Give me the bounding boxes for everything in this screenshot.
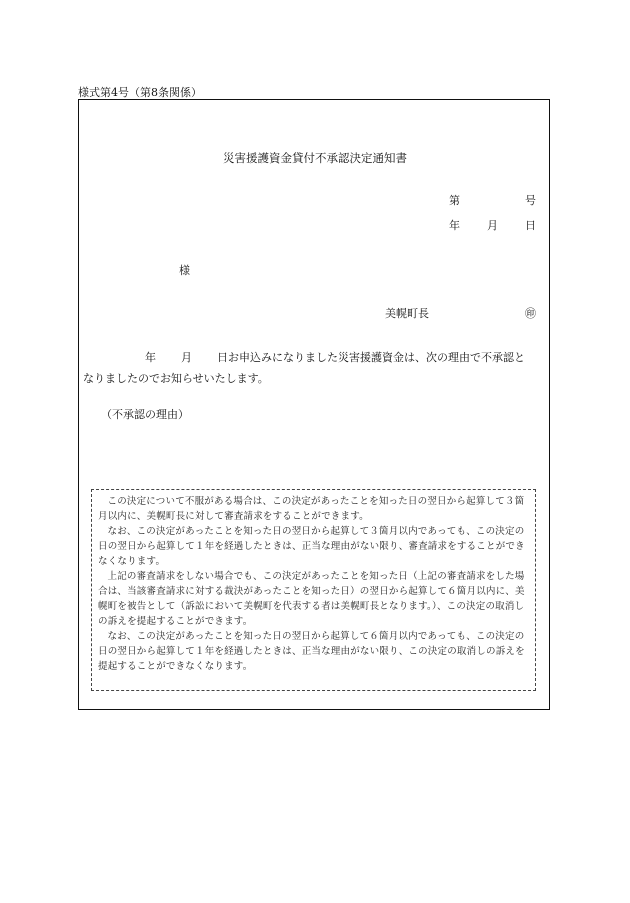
number-prefix: 第 [449, 194, 460, 207]
body-day-text: 日お申込みになりました災害援護資金は、次の理由で不承認と [217, 351, 525, 364]
body-year: 年 [145, 351, 156, 364]
notice-paragraph-4: なお、この決定があったことを知った日の翌日から起算して６箇月以内であっても、この決定の日の翌日から起算して１年を経過したときは、正当な理由がない限り、この決定の取消しの訴えを提起することができなくなります。 [98, 631, 525, 672]
notice-paragraph-2: なお、この決定があったことを知った日の翌日から起算して３箇月以内であっても、この決定の日の翌日から起算して１年を経過したときは、正当な理由がない限り、審査請求をすることができなくなります。 [98, 526, 525, 567]
document-title: 災害援護資金貸付不承認決定通知書 [223, 151, 407, 165]
appeal-notice-box [91, 489, 536, 691]
notification-body [83, 347, 545, 389]
notice-paragraph-1: この決定について不服がある場合は、この決定があったことを知った日の翌日から起算して３箇月以内に、美幌町長に対して審査請求をすることができます。 [98, 496, 525, 522]
date-day: 日 [525, 219, 536, 232]
issuer-name: 美幌町長 [385, 307, 429, 320]
body-month: 月 [181, 351, 192, 364]
body-line-2: なりましたのでお知らせいたします。 [83, 372, 269, 385]
addressee: 様 [179, 264, 190, 277]
date-month: 月 [487, 219, 498, 232]
rejection-reason-label: （不承認の理由） [101, 408, 189, 421]
seal-mark: ㊞ [525, 307, 536, 320]
notice-paragraph-3: 上記の審査請求をしない場合でも、この決定があったことを知った日（上記の審査請求をした場合は、当該審査請求に対する裁決があったことを知った日）の翌日から起算して６箇月以内に、美幌町を被告として（訴訟において美幌町を代表する者は美幌町長となります。）、この決定の取消しの訴えを提起することができます。 [98, 571, 525, 627]
date-year: 年 [449, 219, 460, 232]
form-number-label: 様式第4号（第8条関係） [78, 86, 202, 99]
number-suffix: 号 [525, 194, 536, 207]
document-frame [78, 99, 550, 710]
